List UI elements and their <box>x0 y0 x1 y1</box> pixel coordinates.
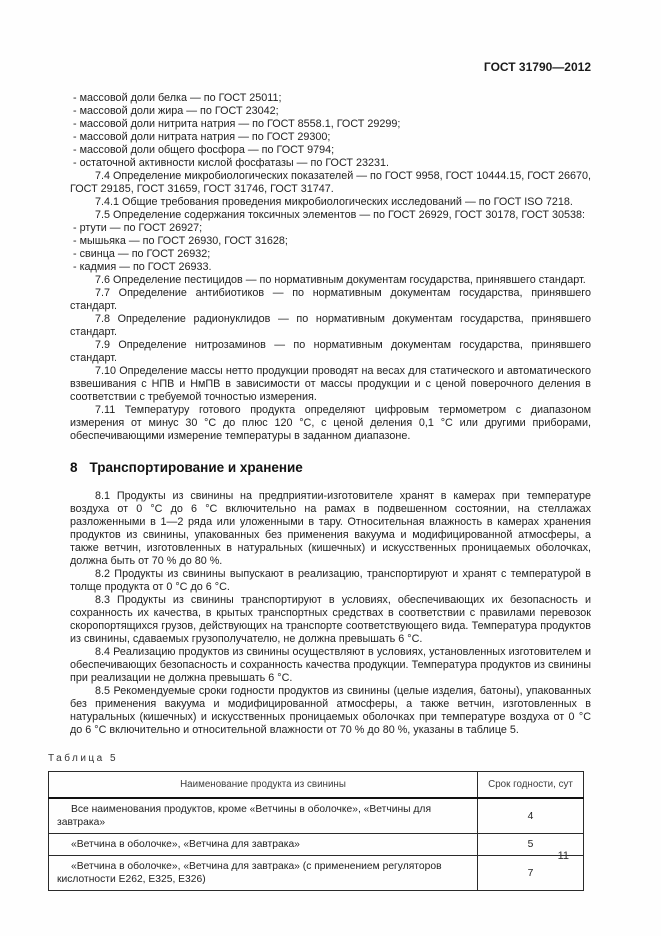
section-8-number: 8 <box>70 460 78 475</box>
table-cell-shelf-life: 5 <box>478 834 584 856</box>
method-list-item: - массовой доли белка — по ГОСТ 25011; <box>73 92 282 104</box>
paragraph-7-4-1: 7.4.1 Общие требования проведения микробиологических исследований — по ГОСТ ISO 7218. <box>95 196 573 208</box>
paragraph-7-10: 7.10 Определение массы нетто продукции проводят на весах для статического и автоматического взвешивания с НПВ и НмПВ в зависимости от массы продукции и с ценой поверочного деления в соответствии с требуемой точностью измерения. <box>70 365 591 403</box>
table-header-product-name: Наименование продукта из свинины <box>49 772 478 799</box>
table-cell-product-name: «Ветчина в оболочке», «Ветчина для завтрака» <box>49 834 478 856</box>
paragraph-8-3: 8.3 Продукты из свинины транспортируют в условиях, обеспечивающих их безопасность и сохранность их качества, в крытых транспортных средствах в соответствии с правилами перевозок скоропортящихся грузов, действующих на транспорте соответствующего вида. Температура продуктов из свинины, сдаваемых грузополучателю, не должна превышать 6 °С. <box>70 594 591 645</box>
paragraph-7-4: 7.4 Определение микробиологических показателей — по ГОСТ 9958, ГОСТ 10444.15, ГОСТ 26670, ГОСТ 29185, ГОСТ 31659, ГОСТ 31746, ГОСТ 31747. <box>70 170 591 195</box>
paragraph-7-6: 7.6 Определение пестицидов — по нормативным документам государства, принявшего стандарт. <box>95 274 586 286</box>
paragraph-8-2: 8.2 Продукты из свинины выпускают в реализацию, транспортируют и хранят с температурой в толще продукта от 0 °С до 6 °С. <box>70 568 591 593</box>
table-cell-shelf-life: 4 <box>478 798 584 834</box>
table-row <box>49 798 584 834</box>
section-8-title <box>70 459 591 476</box>
page-number: 11 <box>557 850 569 862</box>
paragraph-8-1: 8.1 Продукты из свинины на предприятии-изготовителе хранят в камерах при температуре воздуха от 0 °С до 6 °С включительно на рамах в подвешенном состоянии, на стеллажах разложенными в 1—2 ряда или уложенными в тару. Относительная влажность в камерах хранения продуктов из свинины, упакованных без применения вакуума и модифицированной атмосферы, а также ветчин, изготовленных в натуральных (кишечных) и искусственных проницаемых оболочках, должна быть от 70 % до 80 %. <box>70 490 591 567</box>
table-header-row <box>49 772 584 799</box>
section-8-title-text: Транспортирование и хранение <box>89 460 303 475</box>
paragraph-7-9: 7.9 Определение нитрозаминов — по нормативным документам государства, принявшего стандарт. <box>70 339 591 364</box>
paragraph-7-8: 7.8 Определение радионуклидов — по нормативным документам государства, принявшего стандарт. <box>70 313 591 338</box>
paragraph-8-4: 8.4 Реализацию продуктов из свинины осуществляют в условиях, установленных изготовителем и обеспечивающих безопасность и сохранность качества продукции. Температура продуктов из свинины при реализации не должна превышать 6 °С. <box>70 646 591 684</box>
table-cell-product-name: Все наименования продуктов, кроме «Ветчины в оболочке», «Ветчины для завтрака» <box>49 798 478 834</box>
toxic-list-item: - кадмия — по ГОСТ 26933. <box>73 261 212 273</box>
toxic-list-item: - мышьяка — по ГОСТ 26930, ГОСТ 31628; <box>73 235 288 247</box>
toxic-list-item: - ртути — по ГОСТ 26927; <box>73 222 203 234</box>
table-cell-shelf-life: 7 <box>478 856 584 891</box>
table-cell-product-name: «Ветчина в оболочке», «Ветчина для завтрака» (с применением регуляторов кислотности Е262, Е325, Е326) <box>49 856 478 891</box>
toxic-list-item: - свинца — по ГОСТ 26932; <box>73 248 211 260</box>
method-list-item: - остаточной активности кислой фосфатазы — по ГОСТ 23231. <box>73 157 390 169</box>
document-body <box>48 92 591 891</box>
table-row <box>49 856 584 891</box>
doc-number: ГОСТ 31790—2012 <box>483 60 591 74</box>
method-list-item: - массовой доли нитрита натрия — по ГОСТ 8558.1, ГОСТ 29299; <box>73 118 401 130</box>
method-list-item: - массовой доли жира — по ГОСТ 23042; <box>73 105 279 117</box>
method-list-item: - массовой доли общего фосфора — по ГОСТ 9794; <box>73 144 335 156</box>
shelf-life-table <box>48 771 584 891</box>
paragraph-7-11: 7.11 Температуру готового продукта определяют цифровым термометром с диапазоном измерения от минус 30 °С до плюс 120 °С, с ценой деления 0,1 °С или другими приборами, обеспечивающими измерение температуры в заданном диапазоне. <box>70 404 591 442</box>
paragraph-7-5: 7.5 Определение содержания токсичных элементов — по ГОСТ 26929, ГОСТ 30178, ГОСТ 30538: <box>95 209 586 221</box>
table-5-caption: Таблица 5 <box>48 753 119 764</box>
table-row <box>49 834 584 856</box>
table-header-shelf-life: Срок годности, сут <box>478 772 584 799</box>
paragraph-8-5: 8.5 Рекомендуемые сроки годности продуктов из свинины (целые изделия, батоны), упакованных без применения вакуума и модифицированной атмосферы, а также ветчин, изготовленных в натуральных (кишечных) и искусственных проницаемых оболочках при температуре воздуха от 0 °С до 6 °С включительно и относительной влажности от 70 % до 80 %, указаны в таблице 5. <box>70 685 591 736</box>
method-list-item: - массовой доли нитрата натрия — по ГОСТ 29300; <box>73 131 331 143</box>
paragraph-7-7: 7.7 Определение антибиотиков — по нормативным документам государства, принявшего стандарт. <box>70 287 591 312</box>
